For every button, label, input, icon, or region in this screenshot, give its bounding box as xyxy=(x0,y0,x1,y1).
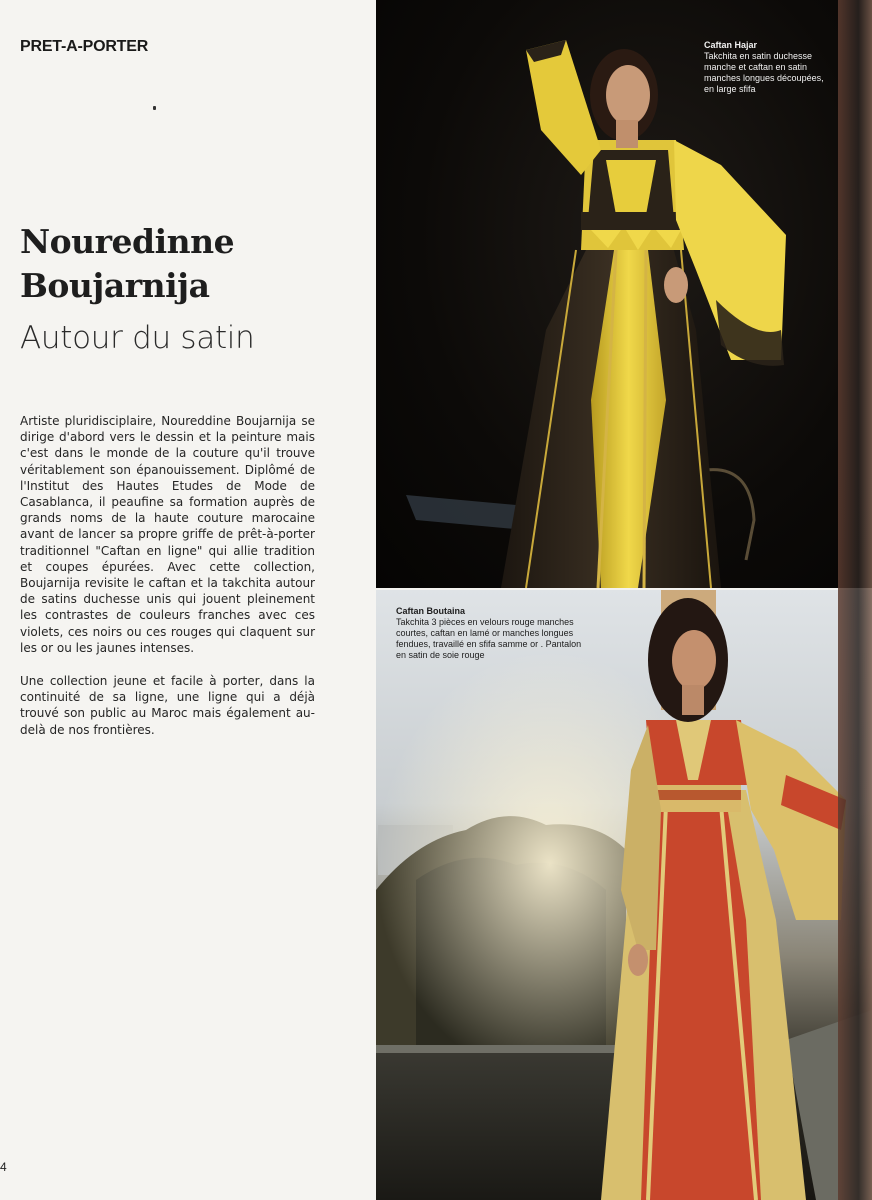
caption-caftan-hajar xyxy=(704,40,836,95)
title-line-1: Nouredinne xyxy=(20,222,235,261)
page-number: 4 xyxy=(0,1160,7,1174)
print-speck xyxy=(153,106,156,110)
article-title xyxy=(20,220,360,308)
title-line-2: Boujarnija xyxy=(20,266,210,305)
caption-text: Takchita en satin duchesse manche et caftan en satin manches longues découpées, en large sfifa xyxy=(704,51,824,94)
article-column xyxy=(0,0,376,1200)
article-body xyxy=(20,413,315,755)
paragraph: Artiste pluridisciplaire, Noureddine Boujarnija se dirige d'abord vers le dessin et la peinture mais c'est dans le monde de la couture qu'il trouve véritablement son épanouissement. Diplômé de l'Institut des Hautes Etudes de Mode de Casablanca, il peaufine sa formation auprès de grands noms de la haute couture marocaine avant de lancer sa propre griffe de prêt-à-porter traditionnel "Caftan en ligne" qui allie tradition et coupes épurées. Avec cette collection, Boujarnija revisite le caftan et la takchita autour de satins duchesse unis qui jouent pleinement les contrastes de couleurs franches avec ces violets, ces noirs ou ces rouges qui claquent sur les or ou les jaunes intenses. xyxy=(20,414,315,655)
section-label: PRET-A-PORTER xyxy=(20,38,149,55)
photo-caftan-boutaina xyxy=(376,590,872,1200)
paragraph: Une collection jeune et facile à porter, dans la continuité de sa ligne, une ligne qui a déjà trouvé son public au Maroc mais également au-delà de nos frontières. xyxy=(20,674,315,737)
caption-caftan-boutaina xyxy=(396,606,586,661)
page-edge-shadow xyxy=(838,0,872,1200)
caption-text: Takchita 3 pièces en velours rouge manches courtes, caftan en lamé or manches longues fendues, travaillé en sfifa samme or . Pantalon en satin de soie rouge xyxy=(396,617,582,660)
caption-title: Caftan Hajar xyxy=(704,40,758,50)
caption-title: Caftan Boutaina xyxy=(396,606,466,616)
caftan-boutaina-illustration xyxy=(376,590,872,1200)
article-subtitle: Autour du satin xyxy=(20,320,255,356)
